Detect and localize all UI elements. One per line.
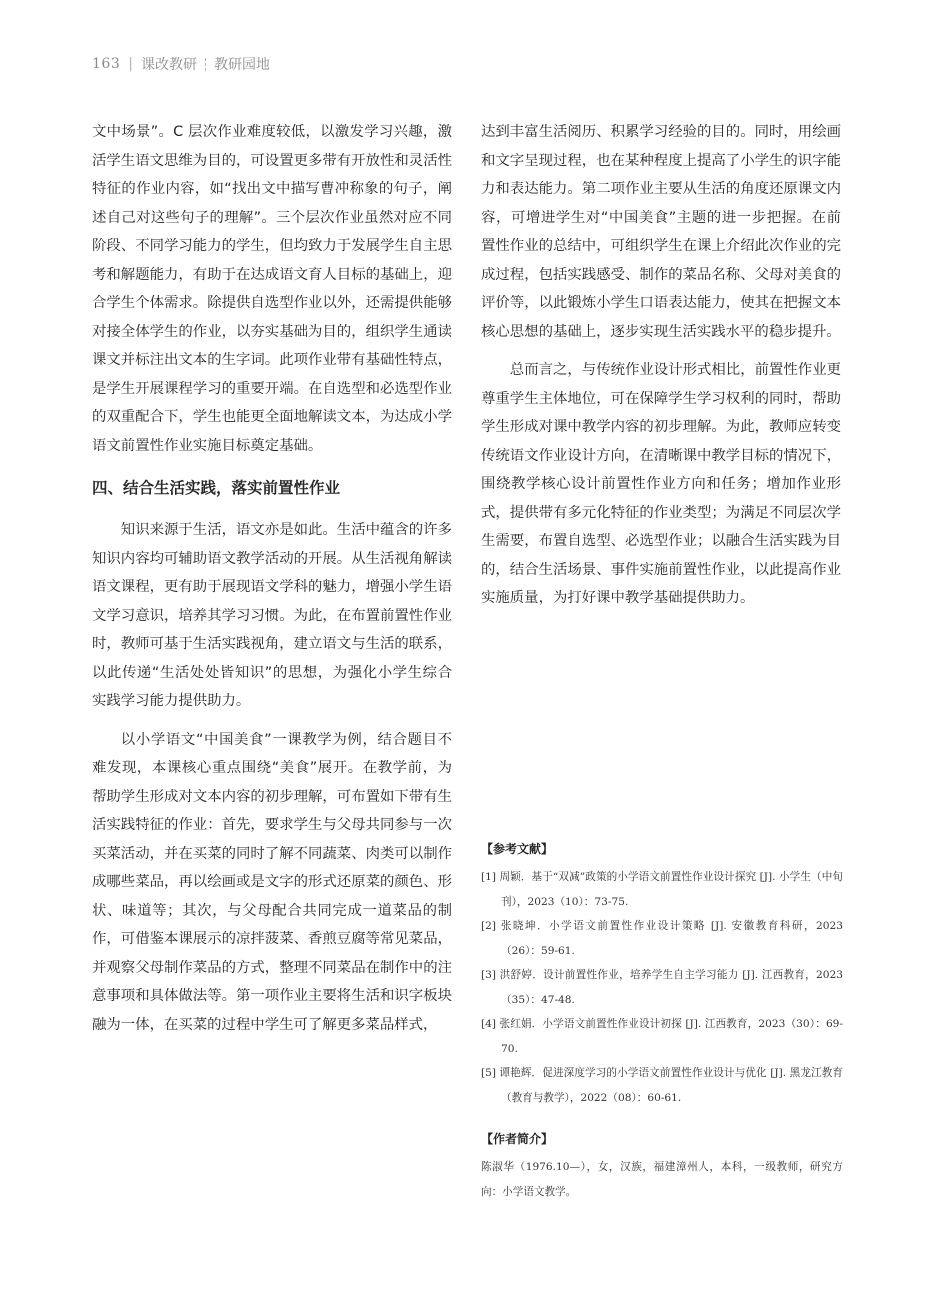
body-paragraph: 总而言之，与传统作业设计形式相比，前置性作业更尊重学生主体地位，可在保障学生学习权利的同时，帮助学生形成对课中教学内容的初步理解。为此，教师应转变传统语文作业设计方向，在清晰课中教学目标的情况下，围绕教学核心设计前置性作业方向和任务；增加作业形式，提供带有多元化特征的作业类型；为满足不同层次学生需要，布置自选型、必选型作业；以融合生活实践为目的，结合生活场景、事件实施前置性作业，以此提高作业实施质量，为打好课中教学基础提供助力。 [481, 362, 841, 606]
reference-item: [3] 洪舒婷．设计前置性作业，培养学生自主学习能力 [J]. 江西教育，2023（35）：47-48. [481, 969, 843, 1006]
reference-item: [1] 周颖．基于“双减”政策的小学语文前置性作业设计探究 [J]. 小学生（中旬刊），2023（10）：73-75. [481, 871, 843, 908]
body-paragraph: 文中场景”。C 层次作业难度较低，以激发学习兴趣，激活学生语文思维为目的，可设置更多带有开放性和灵活性特征的作业内容，如“找出文中描写曹冲称象的句子，阐述自己对这些句子的理解”。三个层次作业虽然对应不同阶段、不同学习能力的学生，但均致力于发展学生自主思考和解题能力，有助于在达成语文育人目标的基础上，迎合学生个体需求。除提供自选型作业以外，还需提供能够对接全体学生的作业，以夯实基础为目的，组织学生通读课文并标注出文本的生字词。此项作业带有基础性特点，是学生开展课程学习的重要开端。在自选型和必选型作业的双重配合下，学生也能更全面地解读文本，为达成小学语文前置性作业实施目标奠定基础。 [92, 124, 452, 454]
body-paragraph: 知识来源于生活，语文亦是如此。生活中蕴含的许多知识内容均可辅助语文教学活动的开展。从生活视角解读语文课程，更有助于展现语文学科的魅力，增强小学生语文学习意识，培养其学习习惯。为此，在布置前置性作业时，教师可基于生活实践视角，建立语文与生活的联系，以此传递“生活处处皆知识”的思想，为强化小学生综合实践学习能力提供助力。 [92, 522, 452, 709]
right-column [481, 118, 841, 613]
header-column-name: 课改教研 [140, 57, 197, 73]
reference-item: [2] 张晓坤．小学语文前置性作业设计策略 [J]. 安徽教育科研，2023（26）：59-61. [481, 920, 843, 957]
running-header [92, 54, 270, 74]
left-column [92, 118, 452, 1039]
header-dashed-divider [205, 58, 206, 71]
references-heading: 【参考文献】 [481, 842, 554, 856]
reference-item: [4] 张红娟．小学语文前置性作业设计初探 [J]. 江西教育，2023（30）：69-70. [481, 1018, 843, 1055]
header-section-name: 教研园地 [213, 57, 270, 73]
author-bio-heading: 【作者简介】 [481, 1132, 554, 1146]
page-number: 163 [92, 56, 121, 72]
author-bio-text: 陈淑华（1976.10—），女，汉族，福建漳州人，本科，一级教师，研究方向：小学语文教学。 [481, 1161, 843, 1198]
section-heading: 四、结合生活实践，落实前置性作业 [92, 479, 341, 497]
body-paragraph: 以小学语文“中国美食”一课教学为例，结合题目不难发现，本课核心重点围绕“美食”展开。在教学前，为帮助学生形成对文本内容的初步理解，可布置如下带有生活实践特征的作业：首先，要求学生与父母共同参与一次买菜活动，并在买菜的同时了解不同蔬菜、肉类可以制作成哪些菜品，再以绘画或是文字的形式还原菜的颜色、形状、味道等；其次，与父母配合共同完成一道菜品的制作，可借鉴本课展示的凉拌菠菜、香煎豆腐等常见菜品，并观察父母制作菜品的方式，整理不同菜品在制作中的注意事项和具体做法等。第一项作业主要将生活和识字板块融为一体，在买菜的过程中学生可了解更多菜品样式， [92, 731, 452, 1033]
header-divider: | [128, 56, 133, 72]
body-paragraph: 达到丰富生活阅历、积累学习经验的目的。同时，用绘画和文字呈现过程，也在某种程度上提高了小学生的识字能力和表达能力。第二项作业主要从生活的角度还原课文内容，可增进学生对“中国美食”主题的进一步把握。在前置性作业的总结中，可组织学生在课上介绍此次作业的完成过程，包括实践感受、制作的菜品名称、父母对美食的评价等，以此锻炼小学生口语表达能力，使其在把握文本核心思想的基础上，逐步实现生活实践水平的稳步提升。 [481, 124, 841, 340]
references-section [481, 840, 843, 1204]
reference-item: [5] 谭艳辉．促进深度学习的小学语文前置性作业设计与优化 [J]. 黑龙江教育（教育与教学），2022（08）：60-61. [481, 1067, 843, 1104]
